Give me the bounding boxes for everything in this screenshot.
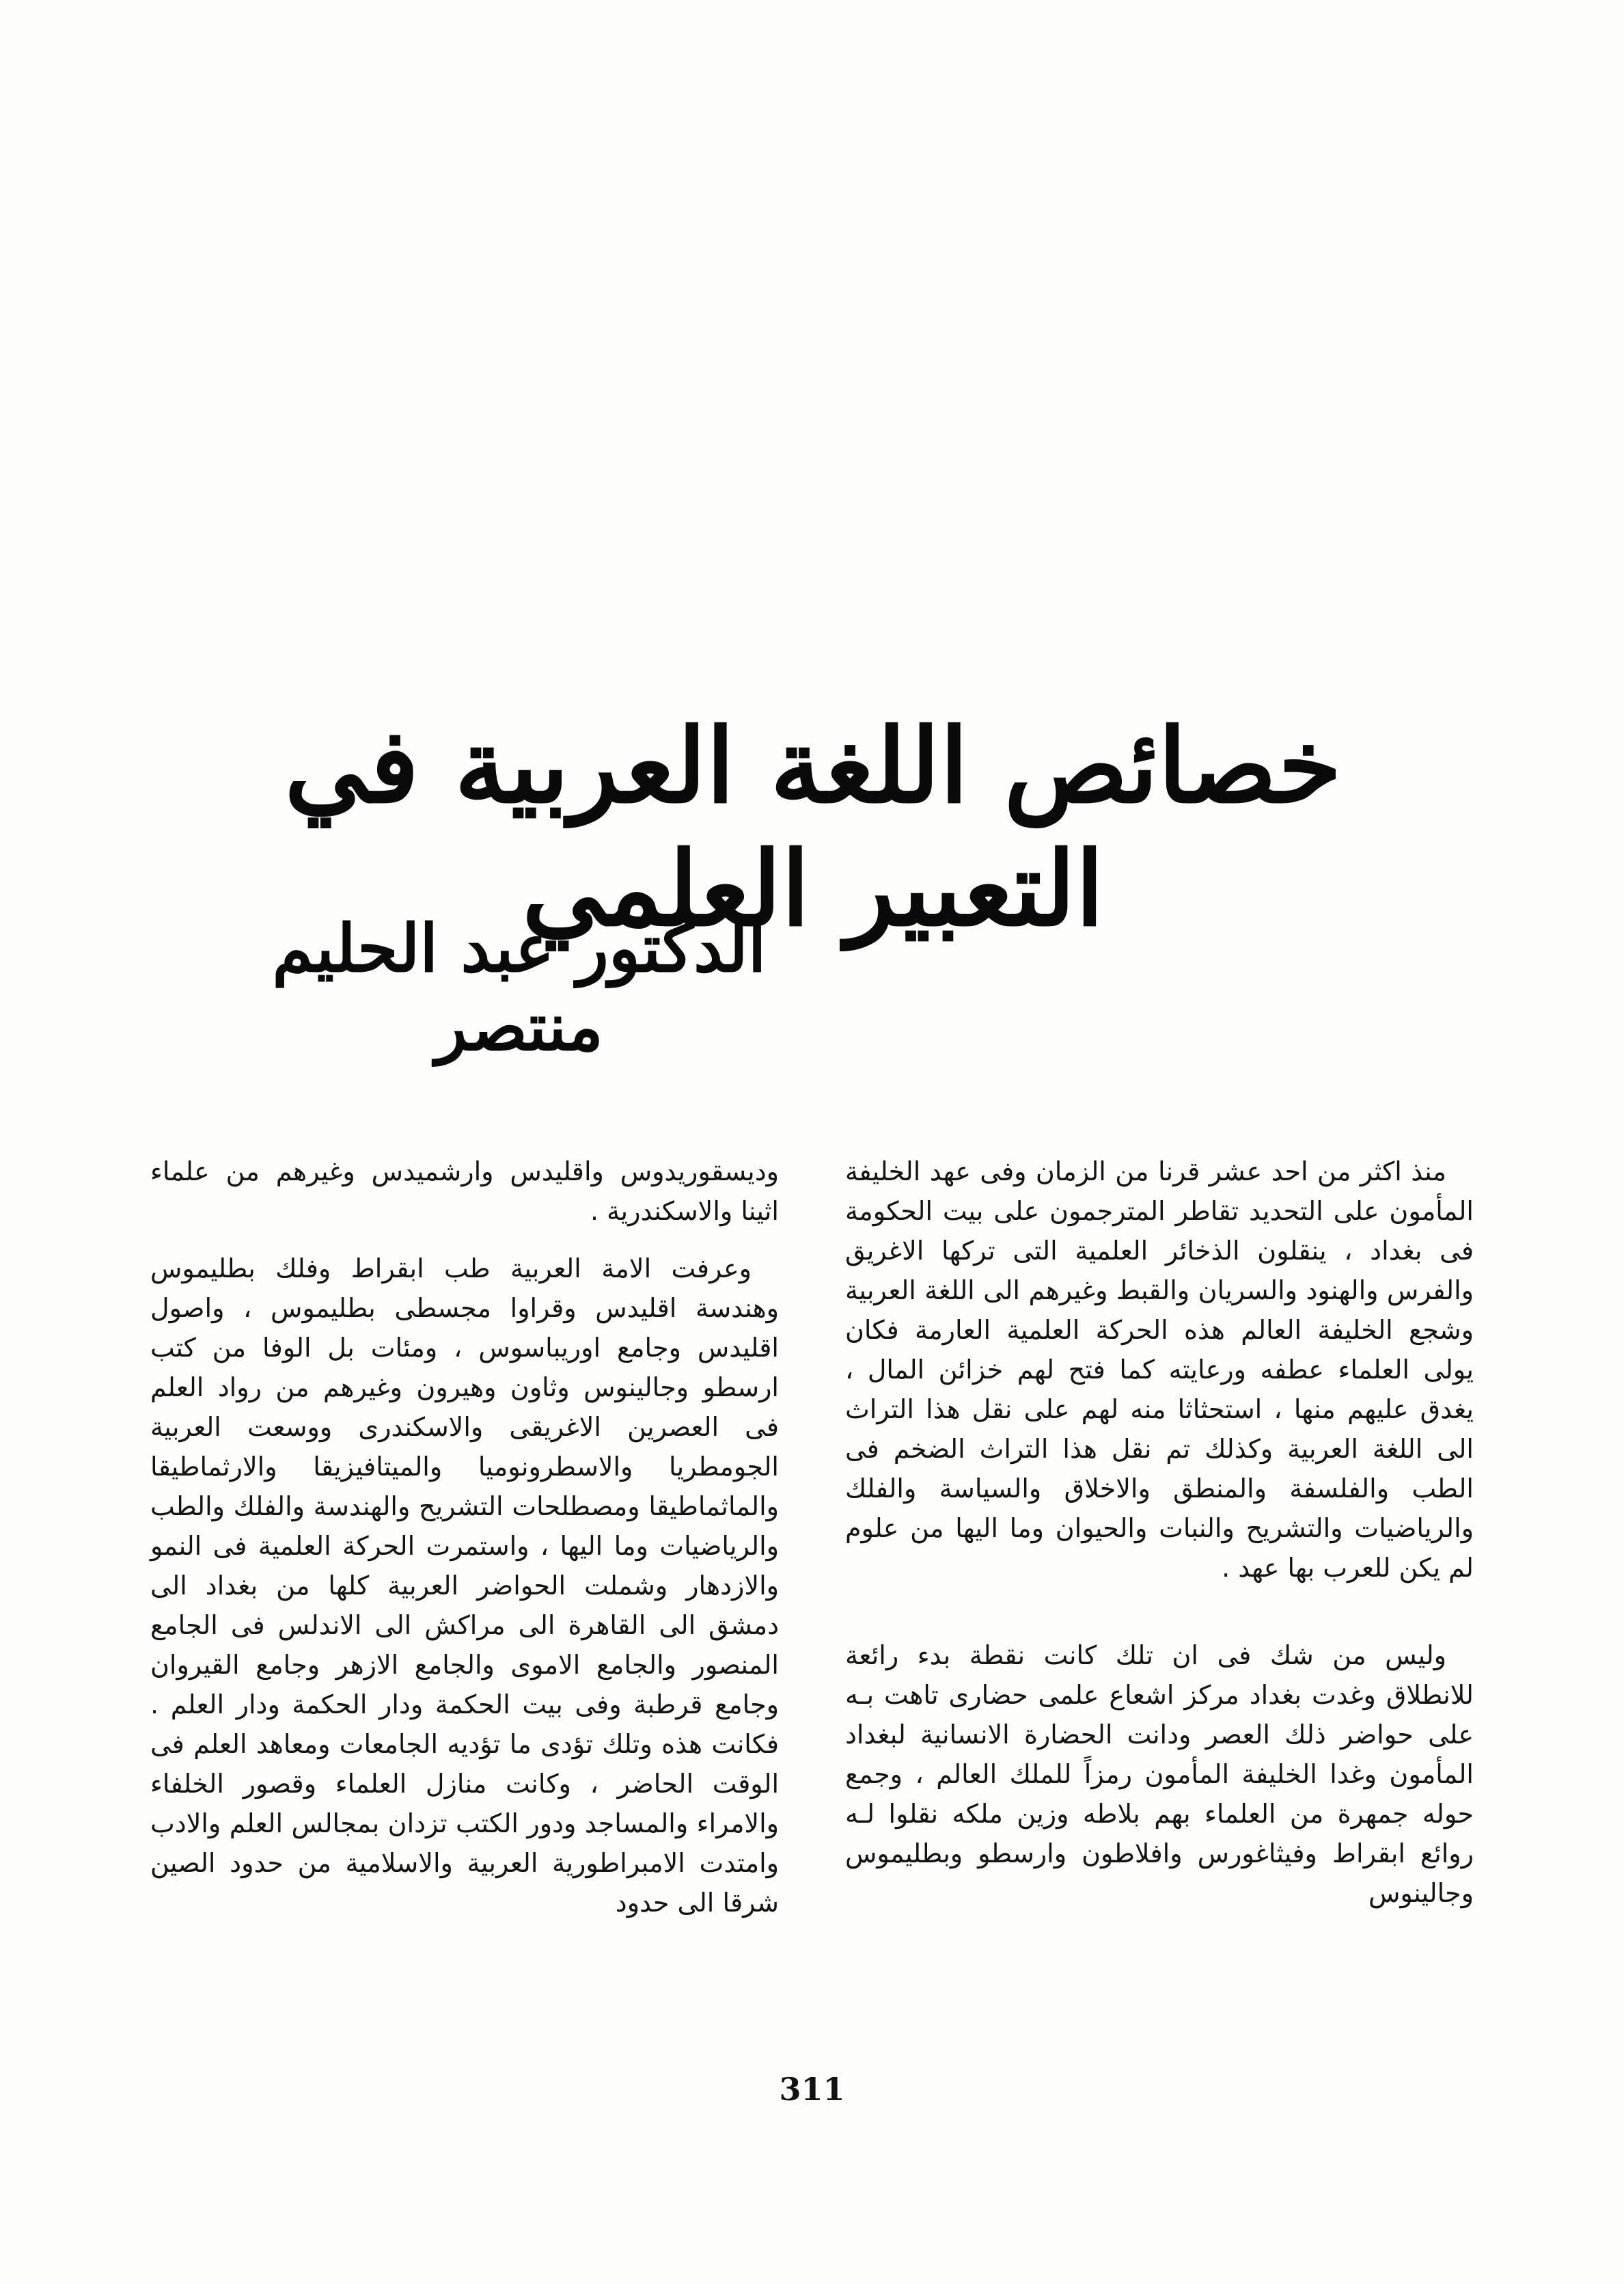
body-paragraph: وعرفت الامة العربية طب ابقراط وفلك بطليموس وهندسة اقليدس وقراوا مجسطى بطليموس ، واصول اقليدس وجامع اوريباسوس ، ومئات بل الوفا من كتب ارسطو وجالينوس وثاون وهيرون وغيرهم من رواد العلم فى العصرين الاغريقى والاسكندرى ووسعت العربية الجومطريا والاسطرونوميا والميتافيزيقا والارثماطيقا والماثماطيقا ومصطلحات التشريح والهندسة والفلك والطب والرياضيات وما اليها ، واستمرت الحركة العلمية فى النمو والازدهار وشملت الحواضر العربية كلها من بغداد الى دمشق الى القاهرة الى مراكش الى الاندلس فى الجامع المنصور والجامع الاموى والجامع الازهر وجامع القيروان وجامع قرطبة وفى بيت الحكمة ودار الحكمة ودار العلم . فكانت هذه وتلك تؤدى ما تؤديه الجامعات ومعاهد العلم فى الوقت الحاضر ، وكانت منازل العلماء وقصور الخلفاء والامراء والمساجد ودور الكتب تزدان بمجالس العلم والادب وامتدت الامبراطورية العربية والاسلامية من حدود الصين شرقا الى حدود — [150, 1253, 779, 1918]
article-author: الدكتور عبد الحليم منتصر — [272, 910, 767, 1066]
right-text-column — [845, 1152, 1474, 1931]
body-paragraph: منذ اكثر من احد عشر قرنا من الزمان وفى عهد الخليفة المأمون على التحديد تقاطر المترجمون على بيت الحكومة فى بغداد ، ينقلون الذخائر العلمية التى تركها الاغريق والفرس والهنود والسريان والقبط وغيرهم الى اللغة العربية وشجع الخليفة العالم هذه الحركة العلمية العارمة فكان يولى العلماء عطفه ورعايته كما فتح لهم خزائن المال ، يغدق عليهم منها ، استحثاثا منه لهم على نقل هذا التراث الى اللغة العربية وكذلك تم نقل هذا التراث الضخم فى الطب والفلسفة والمنطق والاخلاق والسياسة والفلك والرياضيات والتشريح والنبات والحيوان وما اليها من علوم لم يكن للعرب بها عهد . — [845, 1156, 1474, 1583]
article-title: خصائص اللغة العربية في التعبير العلمي — [284, 705, 1342, 949]
page-number: 311 — [779, 2071, 845, 2108]
left-text-column — [150, 1152, 779, 1940]
body-paragraph: وليس من شك فى ان تلك كانت نقطة بدء رائعة للانطلاق وغدت بغداد مركز اشعاع علمى حضارى تاهت بـه على حواضر ذلك العصر ودانت الحضارة الانسانية لبغداد المأمون وغدا الخليفة المأمون رمزاً للملك العالم ، وجمع حوله جمهرة من العلماء بهم بلاطه وزين ملكه نقلوا لـه روائع ابقراط وفيثاغورس وافلاطون وارسطو وبطليموس وجالينوس — [845, 1640, 1474, 1908]
body-paragraph: وديسقوريدوس واقليدس وارشميدس وغيرهم من علماء اثينا والاسكندرية . — [150, 1156, 779, 1226]
